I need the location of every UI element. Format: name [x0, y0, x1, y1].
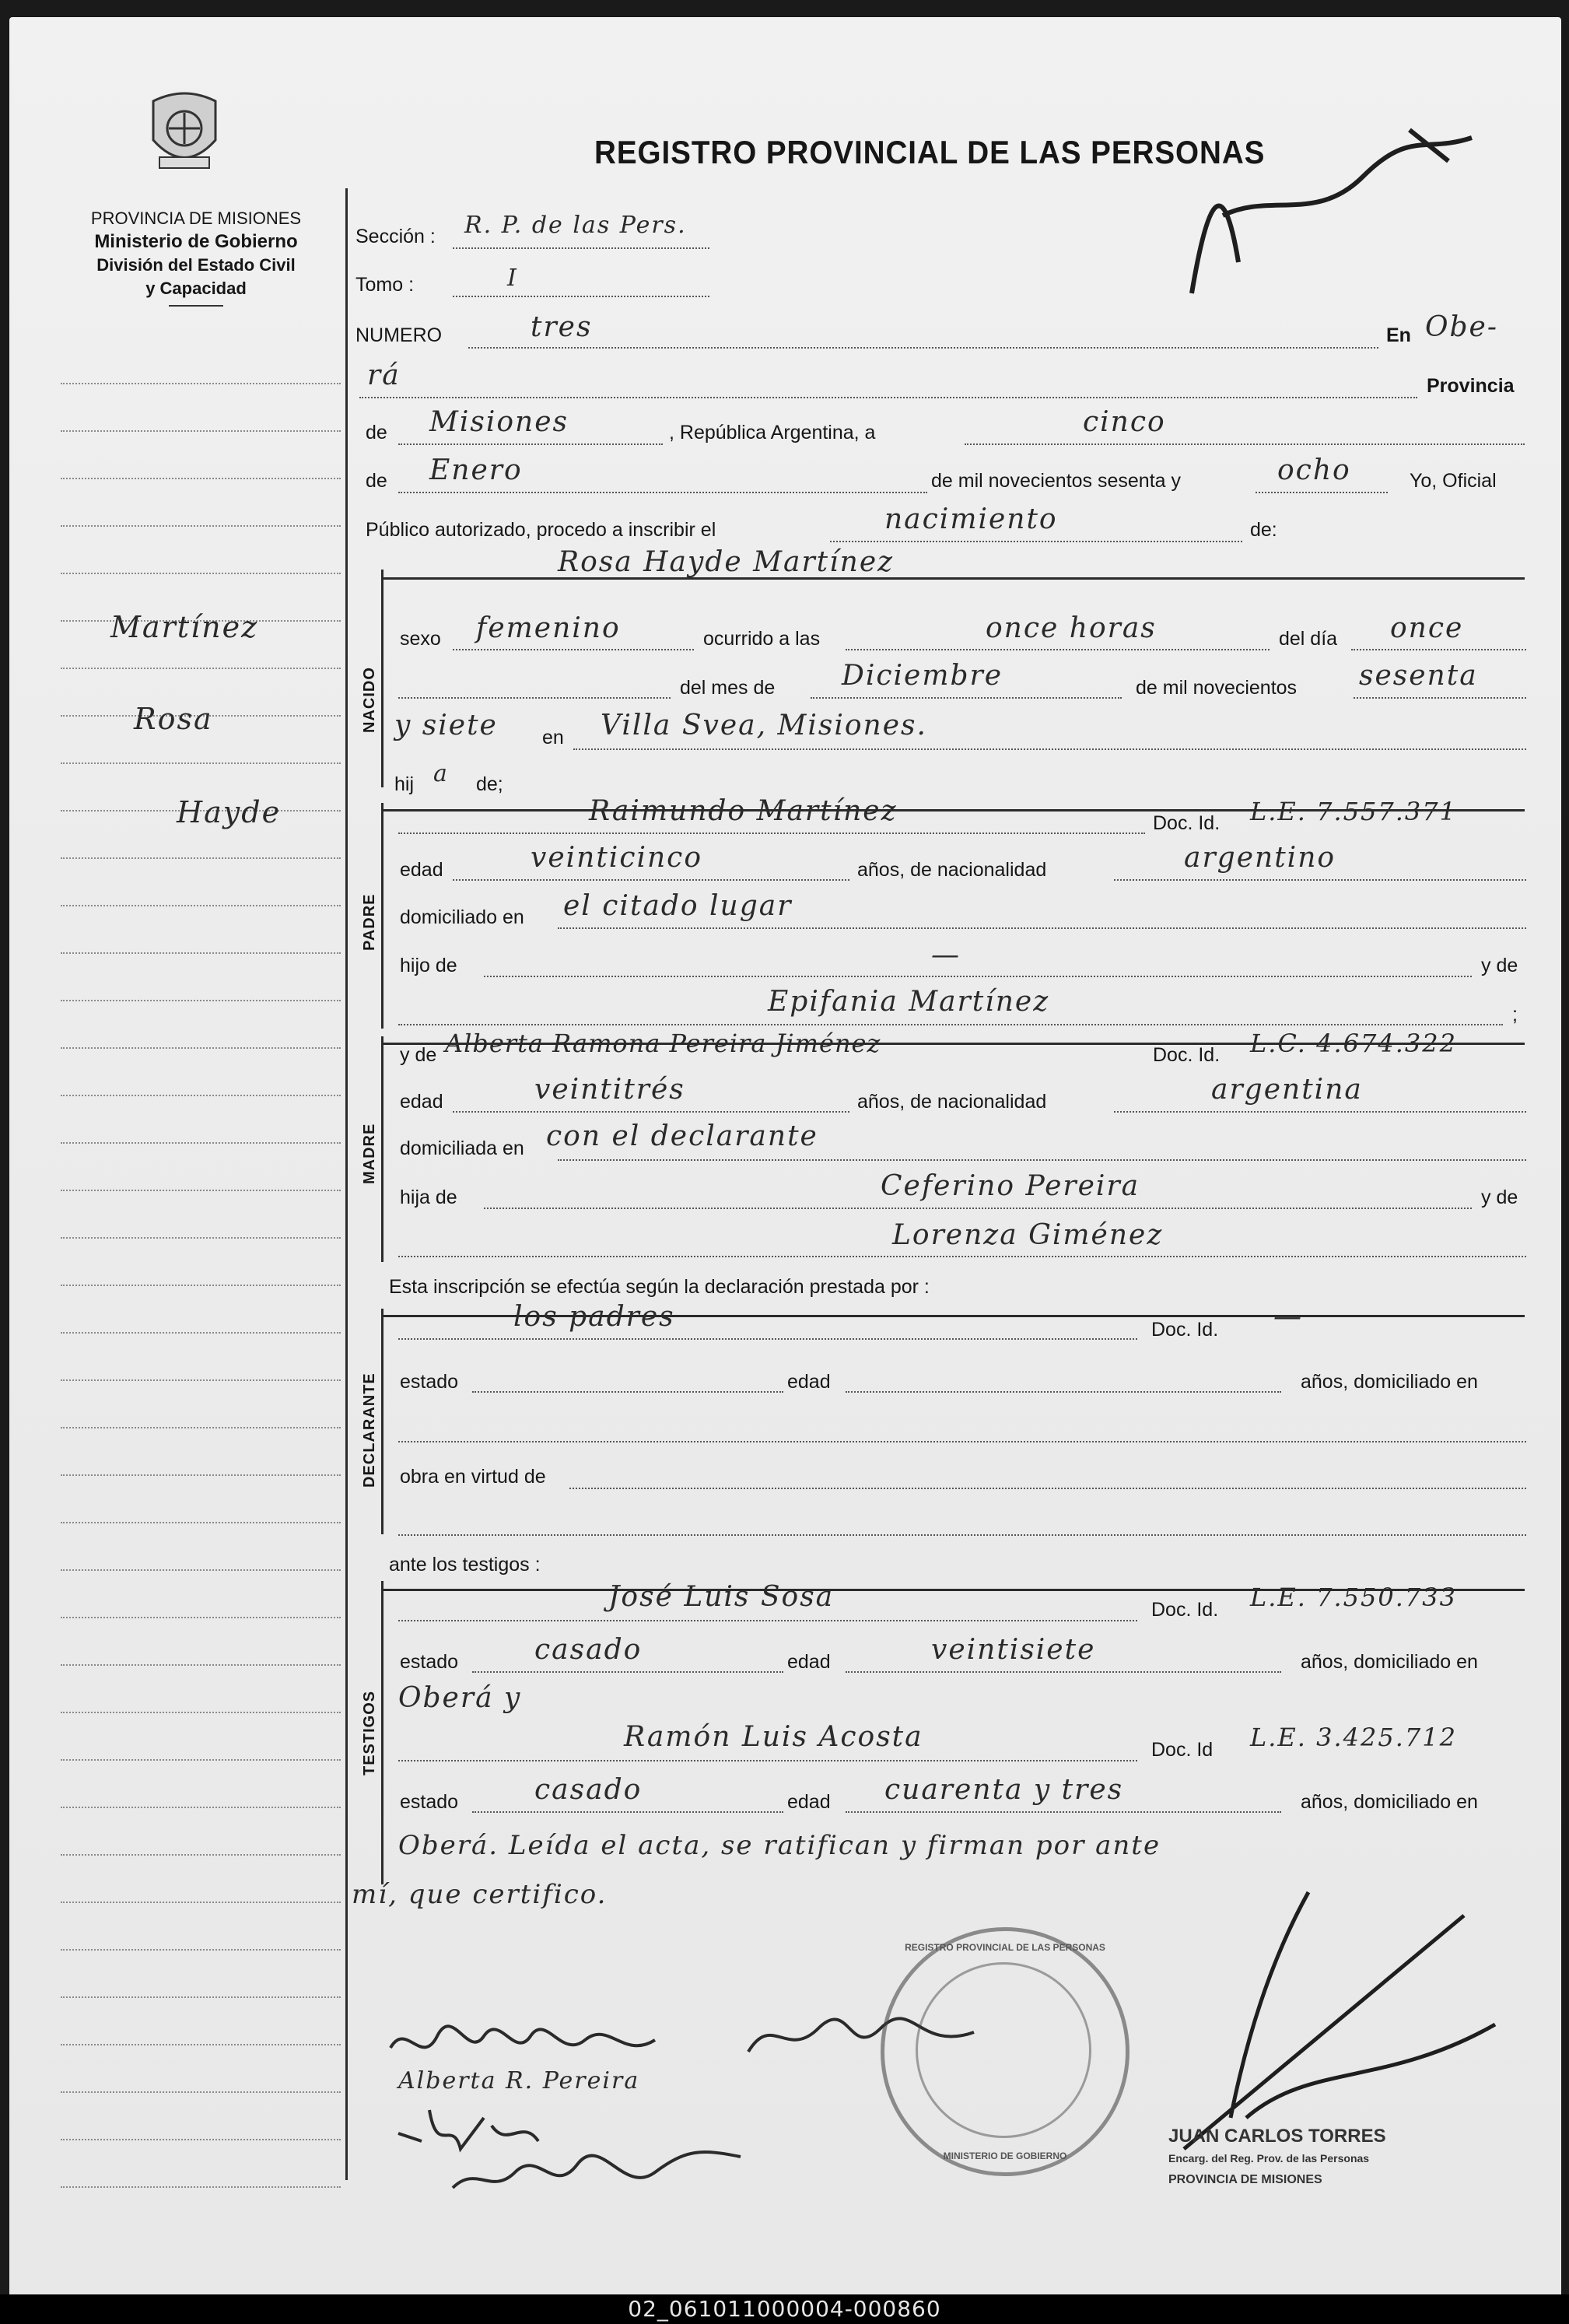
- label-provincia: Provincia: [1427, 375, 1515, 397]
- margin-rule: [61, 1285, 341, 1286]
- margin-rule: [61, 952, 341, 954]
- side-label-nacido: NACIDO: [361, 667, 378, 733]
- signature-madre: Alberta R. Pereira: [398, 2067, 640, 2094]
- line-dia-nac-cont: [398, 697, 671, 699]
- margin-rule: [61, 1854, 341, 1856]
- value-ano: ocho: [1277, 454, 1351, 486]
- value-provincia: Misiones: [429, 406, 569, 438]
- value-seccion: R. P. de las Pers.: [464, 212, 687, 239]
- official-title: Encarg. del Reg. Prov. de las Personas: [1168, 2152, 1370, 2165]
- value-declarante: los padres: [513, 1301, 675, 1333]
- line-sexo: [453, 649, 694, 650]
- label-madre-dom: domiciliada en: [400, 1137, 524, 1159]
- line-test1-estado: [472, 1671, 783, 1673]
- line-madre-dom: [558, 1159, 1526, 1161]
- label-padre-nac: años, de nacionalidad: [857, 859, 1047, 881]
- line-test2-nombre: [398, 1760, 1137, 1761]
- value-dia: cinco: [1083, 406, 1166, 438]
- line-dia-nac: [1351, 649, 1526, 650]
- margin-rule: [61, 1949, 341, 1951]
- division-line-2: y Capacidad: [145, 279, 247, 298]
- form-vertical-rule: [345, 188, 348, 2180]
- side-label-madre: MADRE: [361, 1123, 378, 1184]
- value-ano-nac-2: y siete: [394, 710, 498, 741]
- margin-given-name-1: Rosa: [134, 702, 213, 736]
- margin-rule: [61, 1047, 341, 1049]
- line-test1-edad: [846, 1671, 1281, 1673]
- value-mes: Enero: [429, 454, 523, 486]
- value-padre-nac: argentino: [1184, 842, 1336, 874]
- value-city-part2: rá: [367, 359, 401, 391]
- line-ano-nac: [1354, 697, 1526, 699]
- line-obra-cont: [398, 1534, 1526, 1536]
- value-test1-nombre: José Luis Sosa: [608, 1581, 835, 1613]
- value-madre-nombre: Alberta Ramona Pereira Jiménez: [445, 1029, 881, 1058]
- label-obra: obra en virtud de: [400, 1466, 546, 1488]
- label-testigos: ante los testigos :: [389, 1554, 541, 1576]
- value-madre-doc: L.C. 4.674.322: [1250, 1029, 1457, 1058]
- value-test2-edad: cuarenta y tres: [884, 1774, 1124, 1806]
- line-provincia: [398, 443, 663, 445]
- margin-rule: [61, 573, 341, 574]
- value-test1-dom: Oberá y: [398, 1682, 522, 1714]
- label-test1-edad: edad: [787, 1651, 831, 1673]
- value-madre-nac: argentina: [1211, 1074, 1363, 1106]
- label-declarante-estado: estado: [400, 1371, 459, 1393]
- line-mes-nac: [811, 697, 1122, 699]
- margin-rule: [61, 383, 341, 384]
- label-madre-edad: edad: [400, 1091, 443, 1113]
- label-padre-dom: domiciliado en: [400, 906, 524, 928]
- closing-line-2: mí, que certifico.: [352, 1879, 608, 1910]
- margin-rule: [61, 1000, 341, 1001]
- label-yo-oficial: Yo, Oficial: [1410, 470, 1497, 492]
- line-lugar-nac: [573, 748, 1526, 750]
- line-padre-abuelo: [484, 976, 1472, 977]
- line-acto: [830, 541, 1242, 542]
- line-declarante-dom: [398, 1441, 1526, 1442]
- seal-outer-text: REGISTRO PROVINCIAL DE LAS PERSONAS: [905, 1942, 1105, 1953]
- margin-rule: [61, 2139, 341, 2140]
- value-test2-doc: L.E. 3.425.712: [1250, 1723, 1457, 1752]
- seal-inner-text: MINISTERIO DE GOBIERNO: [943, 2150, 1067, 2161]
- label-madre-doc: Doc. Id.: [1153, 1044, 1221, 1066]
- label-madre-nac: años, de nacionalidad: [857, 1091, 1047, 1113]
- value-nombre-nacido: Rosa Hayde Martínez: [558, 546, 895, 578]
- line-madre-edad: [453, 1111, 849, 1113]
- margin-rule: [61, 1474, 341, 1476]
- label-en: En: [1386, 324, 1411, 346]
- margin-rule: [61, 1522, 341, 1523]
- ministry-name: Ministerio de Gobierno: [94, 231, 298, 252]
- label-padre-hijo-de: hijo de: [400, 955, 457, 976]
- label-padre-doc: Doc. Id.: [1153, 812, 1221, 834]
- label-de-mes: de: [366, 470, 387, 492]
- line-test2-estado: [472, 1811, 783, 1813]
- header-rule: [169, 305, 223, 307]
- margin-rule: [61, 1569, 341, 1571]
- value-hij-suffix: a: [433, 760, 449, 787]
- margin-surname: Martínez: [110, 610, 259, 644]
- margin-rule: [61, 1664, 341, 1666]
- value-lugar-nac: Villa Svea, Misiones.: [601, 710, 927, 741]
- line-declarante-edad: [846, 1391, 1281, 1393]
- value-padre-dom: el citado lugar: [563, 890, 793, 922]
- value-madre-edad: veintitrés: [534, 1074, 685, 1106]
- margin-rule: [61, 1332, 341, 1334]
- label-republica: , República Argentina, a: [669, 422, 876, 443]
- margin-rule: [61, 905, 341, 906]
- official-province: PROVINCIA DE MISIONES: [1168, 2173, 1322, 2186]
- line-padre-nombre: [398, 833, 1145, 834]
- label-test2-dom: años, domiciliado en: [1301, 1791, 1478, 1813]
- value-ano-nac-1: sesenta: [1359, 660, 1478, 692]
- value-numero: tres: [531, 311, 593, 343]
- value-city-part1: Obe-: [1425, 311, 1499, 343]
- margin-rule: [61, 1427, 341, 1428]
- line-madre-nac: [1114, 1111, 1526, 1113]
- label-semicolon: ;: [1512, 1004, 1518, 1025]
- value-test1-estado: casado: [534, 1634, 643, 1666]
- declarante-bracket: [381, 1309, 383, 1534]
- signature-oficial: [1153, 1884, 1511, 2157]
- label-hij: hij: [394, 773, 415, 795]
- margin-rule: [61, 1237, 341, 1239]
- label-test1-dom: años, domiciliado en: [1301, 1651, 1478, 1673]
- line-padre-dom: [558, 927, 1526, 929]
- label-numero: NUMERO: [355, 324, 443, 346]
- margin-rule: [61, 430, 341, 432]
- margin-rule: [61, 1095, 341, 1096]
- value-tomo: I: [507, 265, 518, 292]
- line-test1-nombre: [398, 1620, 1137, 1621]
- nacido-bracket: [381, 570, 383, 787]
- line-declarante-estado: [472, 1391, 783, 1393]
- value-dia-nac: once: [1390, 612, 1464, 644]
- division-line-1: División del Estado Civil: [96, 255, 296, 275]
- line-madre-abuelo: [484, 1208, 1472, 1209]
- value-padre-edad: veinticinco: [531, 842, 703, 874]
- label-test2-doc: Doc. Id: [1151, 1739, 1214, 1761]
- value-sexo: femenino: [476, 612, 621, 644]
- value-test2-nombre: Ramón Luis Acosta: [624, 1721, 923, 1753]
- official-seal-inner-ring: [916, 1962, 1091, 2138]
- label-de-semicolon: de;: [476, 773, 503, 795]
- label-declarante-doc: Doc. Id.: [1151, 1319, 1219, 1341]
- side-label-padre: PADRE: [361, 893, 378, 951]
- line-padre-nac: [1114, 879, 1526, 881]
- side-label-testigos: TESTIGOS: [361, 1690, 378, 1775]
- value-padre-doc: L.E. 7.557.371: [1250, 797, 1457, 826]
- margin-rule: [61, 1807, 341, 1808]
- label-test1-estado: estado: [400, 1651, 459, 1673]
- label-declarante-dom: años, domiciliado en: [1301, 1371, 1478, 1393]
- line-numero: [468, 347, 1378, 349]
- value-padre-abuelo: —: [931, 939, 961, 971]
- line-declarante: [398, 1338, 1137, 1340]
- line-tomo: [453, 296, 709, 297]
- margin-rule: [61, 2044, 341, 2045]
- line-padre-edad: [453, 879, 849, 881]
- margin-rule: [61, 857, 341, 859]
- margin-rule: [61, 1190, 341, 1191]
- label-sexo: sexo: [400, 628, 441, 650]
- margin-rule: [61, 1996, 341, 1998]
- margin-rule: [61, 1617, 341, 1618]
- margin-rule: [61, 478, 341, 479]
- label-test1-doc: Doc. Id.: [1151, 1599, 1219, 1621]
- margin-rule: [61, 2186, 341, 2188]
- value-hora: once horas: [986, 612, 1157, 644]
- line-test2-edad: [846, 1811, 1281, 1813]
- label-de-mil: de mil novecientos sesenta y: [931, 470, 1182, 492]
- margin-rule: [61, 1712, 341, 1713]
- label-declarante-edad: edad: [787, 1371, 831, 1393]
- value-madre-abuela: Lorenza Giménez: [892, 1219, 1164, 1251]
- label-de-colon: de:: [1250, 519, 1277, 541]
- margin-rule: [61, 1902, 341, 1903]
- margin-rule: [61, 525, 341, 527]
- signature-oficial-top: [1176, 107, 1487, 309]
- issuing-office: [40, 207, 352, 307]
- label-padre-y-de: y de: [1481, 955, 1518, 976]
- label-de-provincia: de: [366, 422, 387, 443]
- value-test1-edad: veintisiete: [931, 1634, 1096, 1666]
- label-madre-hija-de: hija de: [400, 1187, 457, 1208]
- label-ocurrido: ocurrido a las: [703, 628, 821, 650]
- madre-bracket: [381, 1036, 383, 1262]
- value-mes-nac: Diciembre: [842, 660, 1003, 692]
- provincial-crest: [145, 86, 223, 179]
- province-name: PROVINCIA DE MISIONES: [90, 209, 302, 228]
- nacido-top-rule: [381, 577, 1525, 580]
- label-inscripcion: Esta inscripción se efectúa según la declaración prestada por :: [389, 1276, 930, 1298]
- line-madre-abuela: [398, 1256, 1526, 1257]
- document-title: REGISTRO PROVINCIAL DE LAS PERSONAS: [594, 134, 1266, 170]
- margin-rule: [61, 668, 341, 669]
- value-test2-estado: casado: [534, 1774, 643, 1806]
- value-declarante-doc: —: [1273, 1301, 1303, 1333]
- margin-rule: [61, 1142, 341, 1144]
- value-acto: nacimiento: [884, 503, 1058, 535]
- value-test1-doc: L.E. 7.550.733: [1250, 1583, 1457, 1612]
- testigos-bracket: [381, 1581, 383, 1884]
- label-test2-estado: estado: [400, 1791, 459, 1813]
- line-padre-abuela: [398, 1024, 1503, 1025]
- value-padre-nombre: Raimundo Martínez: [589, 795, 898, 827]
- margin-rule: [61, 2091, 341, 2093]
- side-label-declarante: DECLARANTE: [361, 1372, 378, 1488]
- label-del-mes: del mes de: [680, 677, 776, 699]
- label-tomo: Tomo :: [355, 274, 415, 296]
- line-dia: [965, 443, 1525, 445]
- padre-bracket: [381, 803, 383, 1029]
- label-padre-edad: edad: [400, 859, 443, 881]
- closing-line-1: Oberá. Leída el acta, se ratifican y firman por ante: [398, 1830, 1161, 1861]
- label-publico: Público autorizado, procedo a inscribir el: [366, 519, 716, 541]
- line-seccion: [453, 247, 709, 249]
- line-obra: [569, 1488, 1526, 1489]
- margin-rule: [61, 1759, 341, 1761]
- line-ano: [1256, 492, 1388, 493]
- value-madre-dom: con el declarante: [546, 1120, 818, 1152]
- label-en-lugar: en: [542, 727, 564, 748]
- label-de-mil-nac: de mil novecientos: [1136, 677, 1298, 699]
- value-padre-abuela: Epifania Martínez: [768, 986, 1050, 1018]
- line-city: [359, 397, 1417, 398]
- label-madre-y-de: y de: [400, 1044, 437, 1066]
- margin-given-name-2: Hayde: [177, 795, 282, 829]
- official-name: JUAN CARLOS TORRES: [1168, 2126, 1386, 2147]
- line-hora: [846, 649, 1270, 650]
- line-mes: [398, 492, 927, 493]
- signature-testigo-2: [445, 2133, 756, 2203]
- label-del-dia: del día: [1279, 628, 1338, 650]
- label-test2-edad: edad: [787, 1791, 831, 1813]
- margin-rule: [61, 762, 341, 764]
- certificate-sheet: [9, 17, 1561, 2298]
- official-block: [1168, 2126, 1448, 2191]
- value-madre-abuelo: Ceferino Pereira: [881, 1170, 1140, 1202]
- label-madre-y-de-2: y de: [1481, 1187, 1518, 1208]
- margin-rule: [61, 1379, 341, 1381]
- label-seccion: Sección :: [355, 226, 436, 247]
- image-caption: 02_061011000004-000860: [0, 2294, 1569, 2324]
